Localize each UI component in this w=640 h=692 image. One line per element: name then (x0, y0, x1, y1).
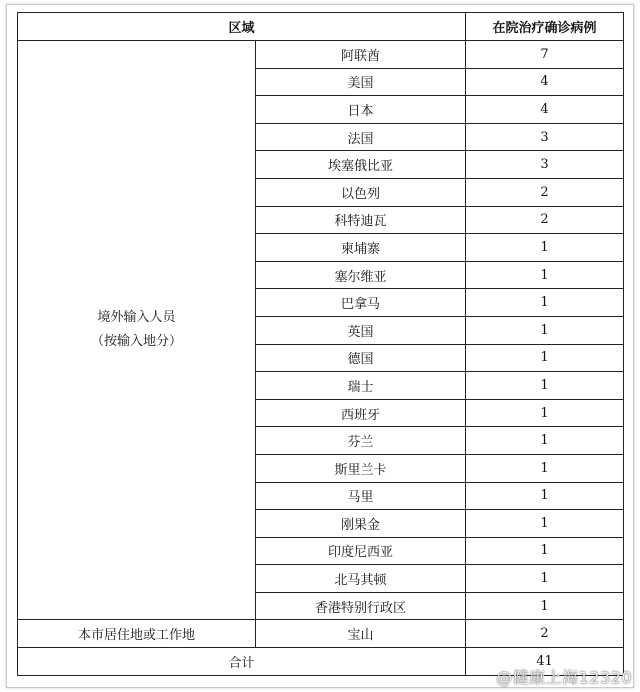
total-count: 41 (466, 648, 624, 676)
count-cell: 1 (466, 344, 624, 372)
total-label: 合计 (18, 648, 466, 676)
place-cell: 阿联酋 (256, 41, 466, 69)
place-cell: 马里 (256, 482, 466, 510)
count-cell: 1 (466, 234, 624, 262)
group-label-imported (18, 41, 256, 620)
count-cell: 1 (466, 427, 624, 455)
place-cell: 科特迪瓦 (256, 206, 466, 234)
table-row (18, 41, 624, 69)
watermark: @健康上海12320 (496, 668, 632, 687)
count-cell: 3 (466, 151, 624, 179)
place-cell: 日本 (256, 96, 466, 124)
group-label-line2: （按输入地分） (90, 334, 182, 350)
place-cell: 印度尼西亚 (256, 537, 466, 565)
place-cell: 北马其顿 (256, 565, 466, 593)
count-cell: 1 (466, 537, 624, 565)
place-cell: 西班牙 (256, 399, 466, 427)
count-cell: 1 (466, 454, 624, 482)
place-cell: 芬兰 (256, 427, 466, 455)
header-region: 区域 (18, 13, 466, 41)
count-cell: 4 (466, 96, 624, 124)
table-header-row (18, 13, 624, 41)
header-count: 在院治疗确诊病例 (466, 13, 624, 41)
count-cell: 1 (466, 482, 624, 510)
count-cell: 1 (466, 261, 624, 289)
count-cell: 2 (466, 206, 624, 234)
count-cell: 1 (466, 399, 624, 427)
place-cell: 巴拿马 (256, 289, 466, 317)
count-cell: 4 (466, 68, 624, 96)
count-cell: 1 (466, 510, 624, 538)
place-cell: 香港特别行政区 (256, 592, 466, 620)
count-cell: 1 (466, 592, 624, 620)
count-cell: 1 (466, 372, 624, 400)
place-cell: 斯里兰卡 (256, 454, 466, 482)
count-cell: 1 (466, 289, 624, 317)
place-cell: 塞尔维亚 (256, 261, 466, 289)
place-cell: 德国 (256, 344, 466, 372)
place-cell: 埃塞俄比亚 (256, 151, 466, 179)
place-cell: 英国 (256, 316, 466, 344)
place-cell: 刚果金 (256, 510, 466, 538)
count-cell: 3 (466, 123, 624, 151)
place-cell: 瑞士 (256, 372, 466, 400)
group-label-local: 本市居住地或工作地 (18, 620, 256, 648)
count-cell: 1 (466, 565, 624, 593)
place-cell: 宝山 (256, 620, 466, 648)
place-cell: 美国 (256, 68, 466, 96)
group-label-line1: 境外输入人员 (97, 310, 176, 326)
place-cell: 以色列 (256, 178, 466, 206)
table-row-local (18, 620, 624, 648)
count-cell: 1 (466, 316, 624, 344)
case-table (17, 12, 624, 676)
place-cell: 柬埔寨 (256, 234, 466, 262)
count-cell: 7 (466, 41, 624, 69)
count-cell: 2 (466, 620, 624, 648)
count-cell: 2 (466, 178, 624, 206)
place-cell: 法国 (256, 123, 466, 151)
